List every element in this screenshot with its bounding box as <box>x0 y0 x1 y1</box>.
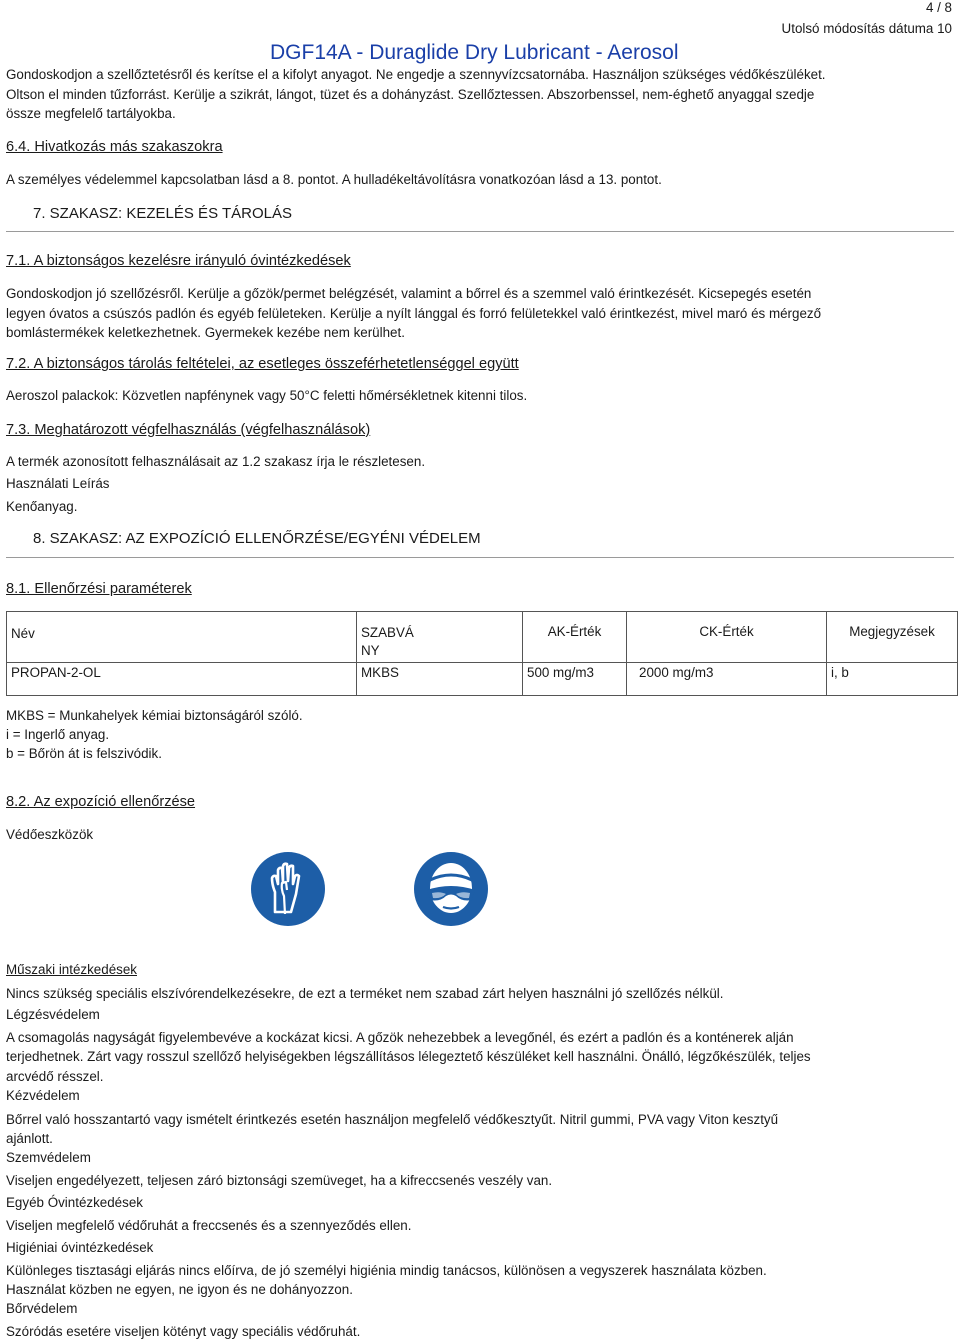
table-header-text: SZABVÁ NY <box>361 625 414 658</box>
section-7-1-heading: 7.1. A biztonságos kezelésre irányuló óvintézkedések <box>6 253 351 269</box>
table-header-cell: Megjegyzések <box>827 612 958 663</box>
block-line: Nincs szükség speciális elszívórendelkezésekre, de ezt a terméket nem szabad zárt helyen használni jó szellőzés nélkül. <box>6 986 724 1001</box>
section-7-3-heading: 7.3. Meghatározott végfelhasználás (végfelhasználások) <box>6 422 371 438</box>
block-line: Bőrrel való hosszantartó vagy ismételt érintkezés esetén használjon megfelelő védőkesztyűt. Nitril gummi, PVA vagy Viton kesztyű <box>6 1112 779 1127</box>
table-note: b = Bőrön át is felszivódik. <box>6 746 162 761</box>
section-7-1-line: bomlástermékek keletkezhetnek. Gyermekek kezébe nem kerülhet. <box>6 325 405 340</box>
table-header-cell: CK-Érték <box>627 612 827 663</box>
block-line: A csomagolás nagyságát figyelembevéve a kockázat kicsi. A gőzök nehezebbek a levegőnél, és ezért a padlón és a konténerek alján <box>6 1030 794 1045</box>
table-cell: MKBS <box>357 663 523 696</box>
gloves-icon <box>251 852 325 926</box>
respiratory-label: Légzésvédelem <box>6 1007 100 1022</box>
intro-line: össze megfelelő tartályokba. <box>6 106 176 121</box>
table-cell: i, b <box>827 663 958 696</box>
eye-protection-label: Szemvédelem <box>6 1150 91 1165</box>
section-7-1-line: Gondoskodjon jó szellőzésről. Kerülje a gőzök/permet belégzését, valamint a bőrrel és a szemmel való érintkezését. Kicsepegés esetén <box>6 286 812 301</box>
hygiene-label: Higiéniai óvintézkedések <box>6 1240 154 1255</box>
intro-line: Gondoskodjon a szellőztetésről és kerítse el a kifolyt anyagot. Ne engedje a szennyvízcsatornába. Használjon szükséges védőkészüléket. <box>6 67 826 82</box>
table-cell: 2000 mg/m3 <box>627 663 827 696</box>
section-7-1-line: legyen óvatos a csúszós padlón és egyéb felületeken. Kerülje a nyílt lánggal és forró felületekkel való érintkezést, mivel maró és mérgező <box>6 306 822 321</box>
other-precautions-label: Egyéb Óvintézkedések <box>6 1195 143 1210</box>
table-header-cell: AK-Érték <box>523 612 627 663</box>
block-line: Különleges tisztasági eljárás nincs előírva, de jó személyi higiénia mindig tanácsos, különösen a vegyszerek használata közben. <box>6 1263 767 1278</box>
table-note: i = Ingerlő anyag. <box>6 727 110 742</box>
table-cell: 500 mg/m3 <box>523 663 627 696</box>
ppe-label: Védőeszközök <box>6 827 94 842</box>
section-8-2-heading: 8.2. Az expozíció ellenőrzése <box>6 794 196 810</box>
goggles-icon-graphic <box>414 852 488 926</box>
block-line: terjedhetnek. Zárt vagy rosszul szellőző helyiségekben légszállításos lélegeztető készüléket kell használni. Önálló, légzőkészülék, teljes <box>6 1049 811 1064</box>
section-divider <box>6 557 954 558</box>
section-divider <box>6 231 954 232</box>
page-number: 4 / 8 <box>925 0 952 15</box>
table-header-cell: Név <box>7 612 357 663</box>
table-row <box>7 663 958 696</box>
block-line: arcvédő résszel. <box>6 1069 104 1084</box>
intro-line: Oltson el minden tűzforrást. Kerülje a szikrát, lángot, tüzet és a dohányzást. Szellőztessen. Abszorbenssel, nem-éghető anyaggal szedje <box>6 87 815 102</box>
engineering-controls-label: Műszaki intézkedések <box>6 962 137 977</box>
table-header-cell <box>357 612 523 663</box>
section-7-heading: 7. SZAKASZ: KEZELÉS ÉS TÁROLÁS <box>33 205 292 222</box>
block-line: Használat közben ne egyen, ne igyon és ne dohányozzon. <box>6 1282 353 1297</box>
exposure-limits-table <box>6 611 958 696</box>
usage-value: Kenőanyag. <box>6 499 78 514</box>
gloves-icon-graphic <box>251 852 325 926</box>
block-line: Viseljen megfelelő védőruhát a freccsenés és a szennyeződés ellen. <box>6 1218 412 1233</box>
usage-label: Használati Leírás <box>6 476 110 491</box>
document-title: DGF14A - Duraglide Dry Lubricant - Aerosol <box>270 41 679 64</box>
goggles-icon <box>414 852 488 926</box>
section-7-3-text: A termék azonosított felhasználásait az 1.2 szakasz írja le részletesen. <box>6 454 426 469</box>
section-6-4-heading: 6.4. Hivatkozás más szakaszokra <box>6 139 223 155</box>
table-note: MKBS = Munkahelyek kémiai biztonságáról szóló. <box>6 708 303 723</box>
table-cell: PROPAN-2-OL <box>7 663 357 696</box>
skin-protection-label: Bőrvédelem <box>6 1301 78 1316</box>
block-line: Szóródás esetére viseljen kötényt vagy speciális védőruhát. <box>6 1324 361 1339</box>
table-header-row <box>7 612 958 663</box>
section-7-2-text: Aeroszol palackok: Közvetlen napfénynek vagy 50°C feletti hőmérsékletnek kitenni tilos. <box>6 388 528 403</box>
section-8-1-heading: 8.1. Ellenőrzési paraméterek <box>6 581 192 597</box>
hand-protection-label: Kézvédelem <box>6 1088 80 1103</box>
section-7-2-heading: 7.2. A biztonságos tárolás feltételei, az esetleges összeférhetetlenséggel együtt <box>6 356 519 372</box>
block-line: Viseljen engedélyezett, teljesen záró biztonsági szemüveget, ha a kifreccsenés veszély van. <box>6 1173 553 1188</box>
section-6-4-text: A személyes védelemmel kapcsolatban lásd a 8. pontot. A hulladékeltávolításra vonatkozóan lásd a 13. pontot. <box>6 172 662 187</box>
block-line: ajánlott. <box>6 1131 53 1146</box>
last-modified: Utolsó módosítás dátuma 10 <box>781 21 952 36</box>
section-8-heading: 8. SZAKASZ: AZ EXPOZÍCIÓ ELLENŐRZÉSE/EGYÉNI VÉDELEM <box>33 530 481 547</box>
